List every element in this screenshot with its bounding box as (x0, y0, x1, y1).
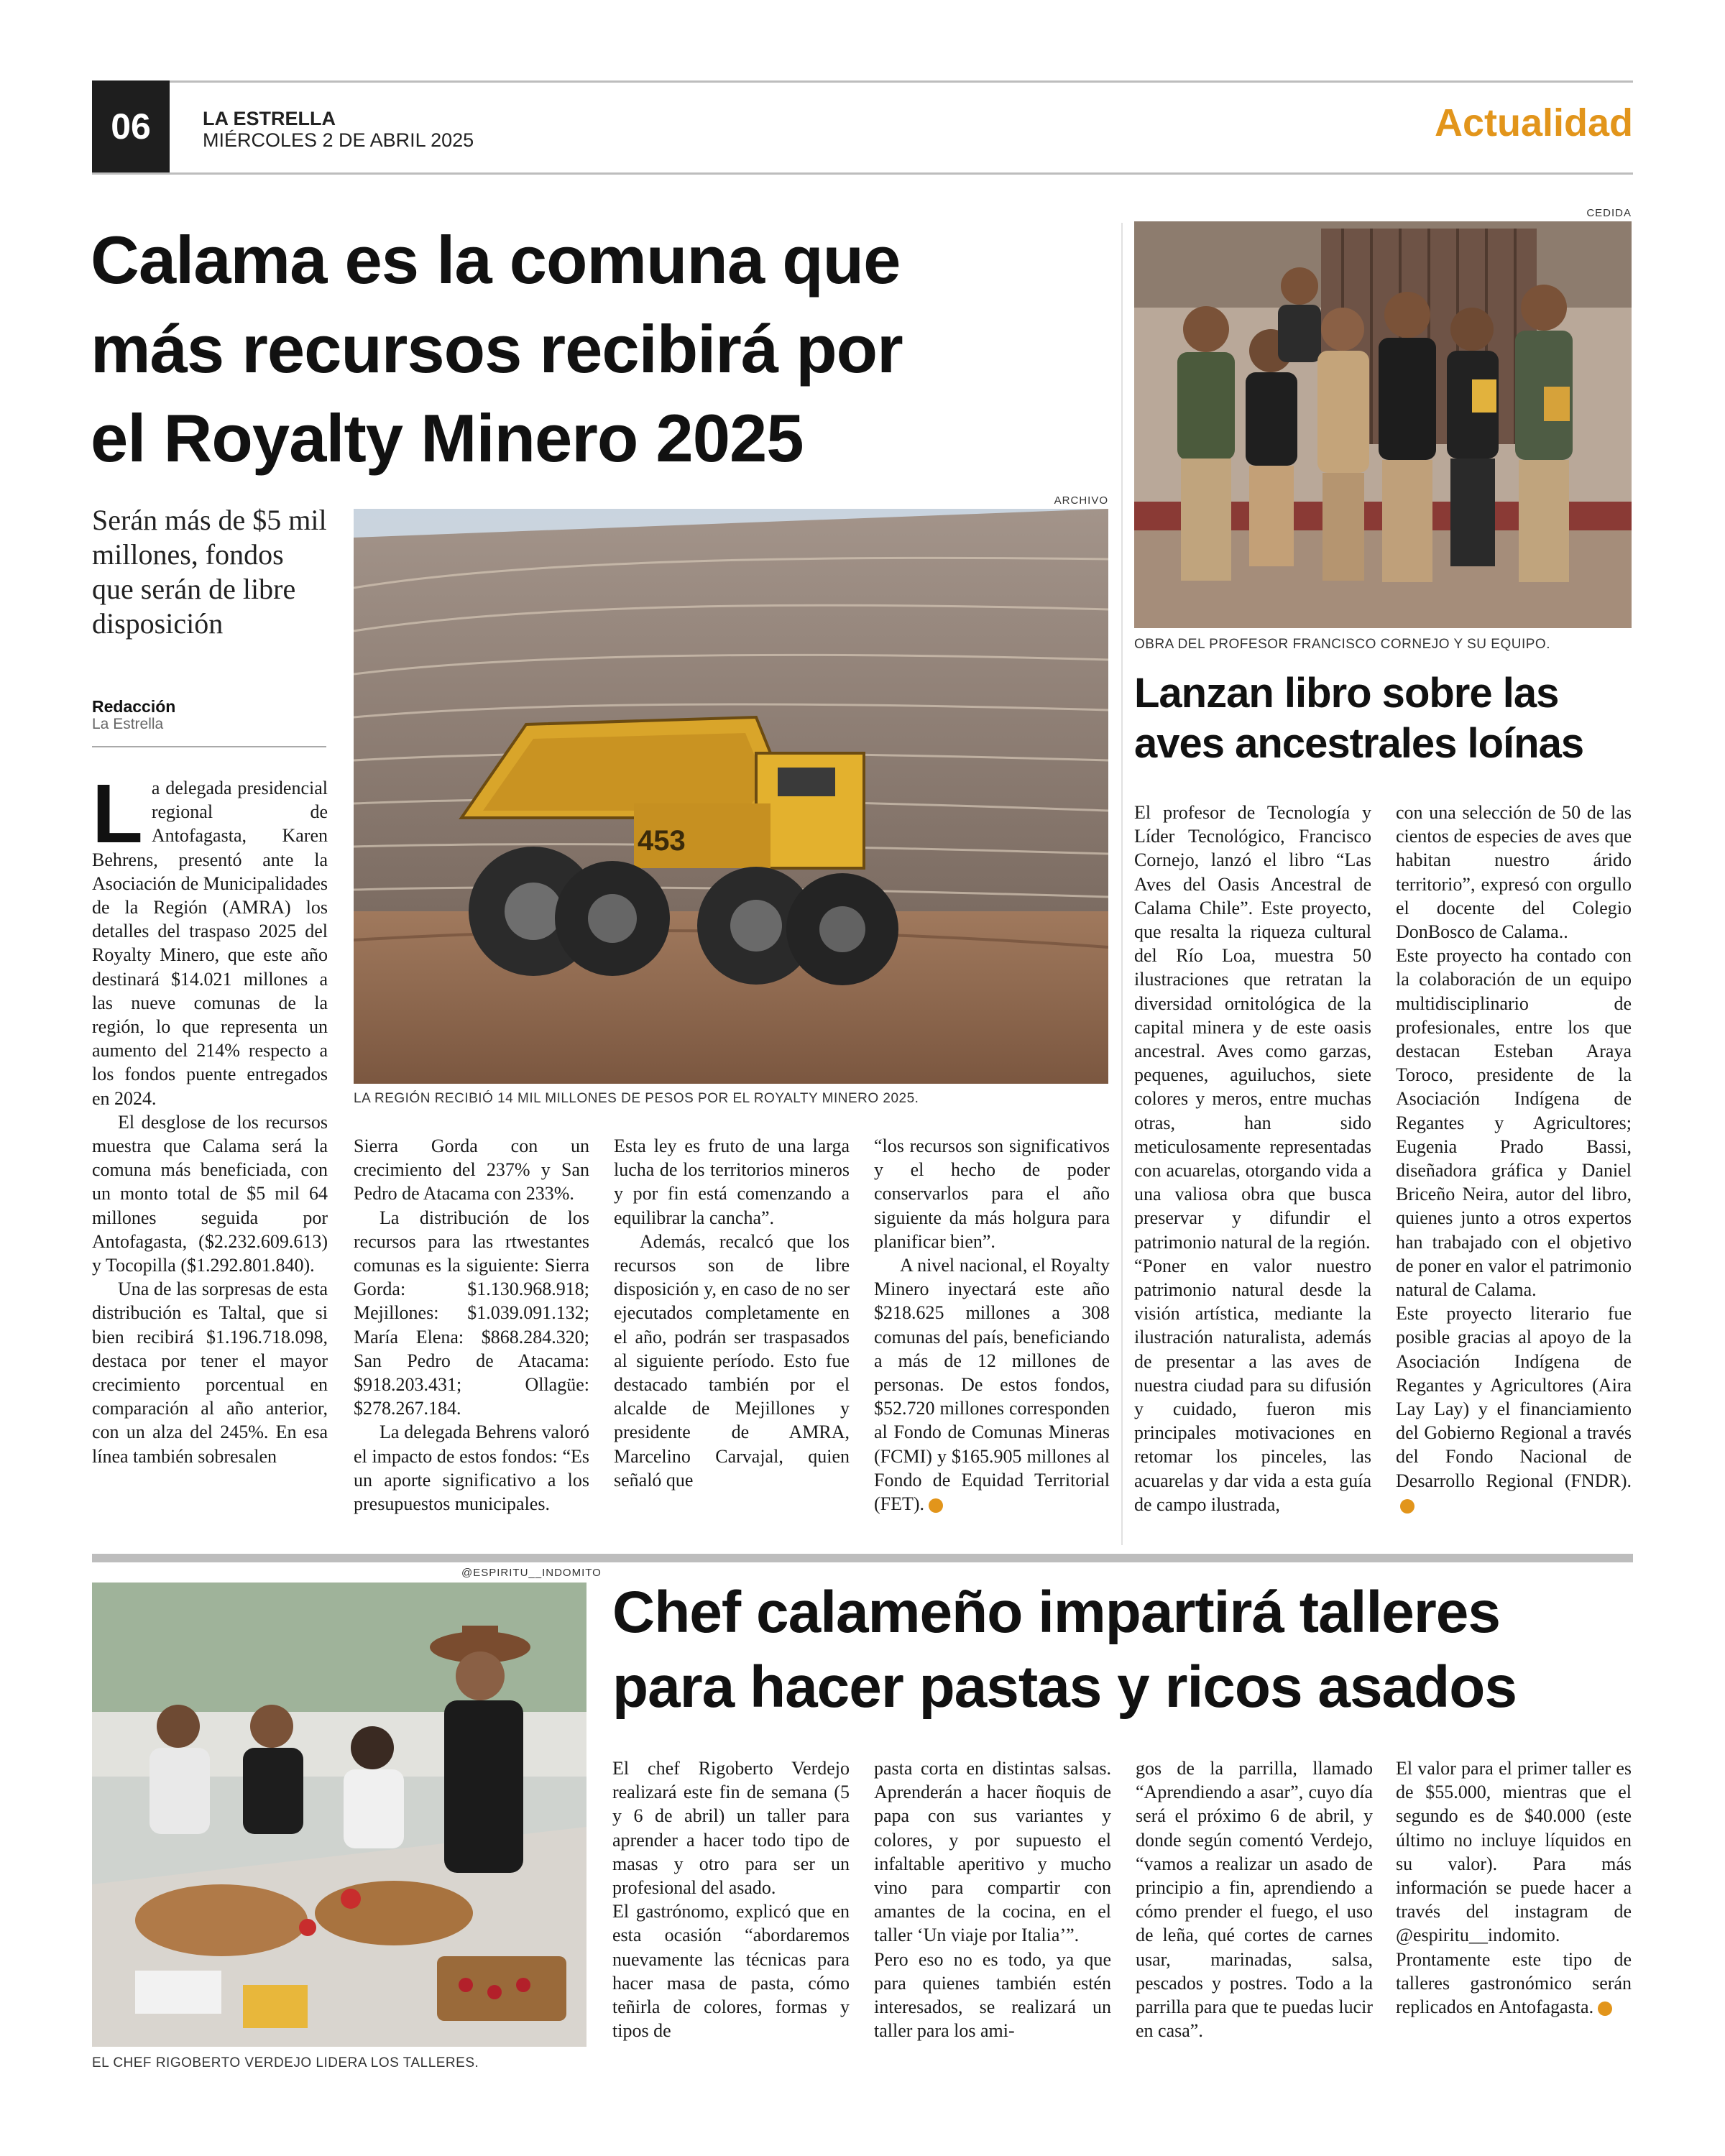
article2-col2-p1: con una selección de 50 de las cientos de especies de aves que habitan nuestro árido territorio”, expresó con orgullo el docente del Colegio DonBosco de Calama.. (1396, 802, 1632, 943)
article1-headline-line1: Calama es la comuna que (91, 222, 901, 298)
article1-col3-p2: Además, recalcó que los recursos son de libre disposición y, en caso de no ser ejecutados completamente en el año, podrán ser traspasados al siguiente período. Esto fue destacado también por el alcalde de Mejillones y presidente de AMRA, Marcelino Carvajal, quien señaló que (614, 1230, 850, 1491)
section-name: Actualidad (1434, 101, 1633, 144)
article1-col4-p2-text: A nivel nacional, el Royalty Minero inyectará este año $218.625 millones a 308 comunas del país, beneficiando a más de 12 millones de personas. De estos fondos, $52.720 millones corresponden al Fondo de Comunas Mineras (FCMI) y $165.905 millones al Fondo de Equidad Territorial (FET). (874, 1255, 1110, 1515)
byline-source: La Estrella (92, 716, 164, 732)
article1-photo-credit: ARCHIVO (1054, 494, 1108, 507)
article3-headline-line1: Chef calameño impartirá talleres (612, 1580, 1500, 1645)
article1-photo-caption: LA REGIÓN RECIBIÓ 14 MIL MILLONES DE PESOS POR EL ROYALTY MINERO 2025. (354, 1091, 919, 1106)
article1-col4-p1: “los recursos son significativos y el hecho de poder conservarlos para el año siguiente da más holgura para planificar bien”. (874, 1135, 1110, 1252)
truck-number: 453 (638, 825, 686, 857)
article3-col1-p2: El gastrónomo, explicó que en esta ocasión “abordaremos nuevamente las técnicas para hacer masa de pasta, cómo teñirla de colores, formas y tipos de (612, 1901, 850, 2042)
article2-photo-credit: CEDIDA (1586, 207, 1632, 219)
article2-photo-caption: OBRA DEL PROFESOR FRANCISCO CORNEJO Y SU EQUIPO. (1134, 637, 1550, 652)
byline-rule (92, 746, 326, 747)
mining-truck-photo (354, 509, 1108, 1084)
article1-col1-p3: Una de las sorpresas de esta distribución es Taltal, que si bien recibirá $1.196.718.098, destaca por tener el mayor crecimiento porcentual en comparación al año anterior, con un alza del 245%. En esa línea también sobresalen (92, 1279, 328, 1467)
article1-deck: Serán más de $5 mil millones, fondos que serán de libre disposición (92, 504, 327, 640)
article3-col4-p2 (1396, 1948, 1632, 2019)
article3-headline-line2: para hacer pastas y ricos asados (612, 1654, 1517, 1720)
article1-col2 (354, 1134, 589, 1516)
end-mark-icon (929, 1498, 943, 1513)
article2-col2-p3 (1396, 1302, 1632, 1516)
article3-col4-p2-text: Prontamente este tipo de talleres gastronómico serán replicados en Antofagasta. (1396, 1948, 1632, 2018)
article1-byline (92, 697, 329, 733)
article3-headline (612, 1575, 1640, 1725)
article3-col4-p1: El valor para el primer taller es de $55.000, mientras que el segundo es de $40.000 (este último no incluye líquidos en su valor). Para más información se puede hacer a través del instagram de @espiritu__indomito. (1396, 1758, 1632, 1946)
article3-photo-caption: EL CHEF RIGOBERTO VERDEJO LIDERA LOS TALLERES. (92, 2055, 479, 2070)
article3-col1-p1: El chef Rigoberto Verdejo realizará este fin de semana (5 y 6 de abril) un taller para aprender a hacer todo tipo de masas y otro para ser un profesional del asado. (612, 1758, 850, 1899)
article1-col2-p2: La distribución de los recursos para las rtwestantes comunas es la siguiente: Sierra Gorda: $1.130.968.918; Mejillones: $1.039.091.132; María Elena: $868.284.320; San Pedro de Atacama: $918.203.431; Ollagüe: $278.267.184. (354, 1207, 589, 1419)
article2-col2-p3-text: Este proyecto literario fue posible gracias al apoyo de la Asociación Indígena de Regantes y Agricultores (Aira Lay Lay) y el financiamiento del Gobierno Regional a través del Fondo Nacional de Desarrollo Regional (FNDR). (1396, 1303, 1632, 1491)
article1-col1 (92, 767, 328, 1468)
article1-col1-p1: a delegada presidencial regional de Antofagasta, Karen Behrens, presentó ante la Asociación de Municipalidades de la Región (AMRA) los detalles del traspaso 2025 del Royalty Minero, que este año destinará $14.021 millones a las nueve comunas de la región, lo que representa un aumento del 214% respecto a los fondos puente entregados en 2024. (92, 778, 328, 1109)
column-divider (1121, 223, 1123, 1545)
article1-headline-line2: más recursos recibirá por (91, 311, 903, 387)
header-top-rule (92, 80, 1633, 83)
byline-name: Redacción (92, 697, 176, 716)
article1-col3-p1: Esta ley es fruto de una larga lucha de los territorios mineros y por fin está comenzando a equilibrar la cancha”. (614, 1135, 850, 1228)
lower-section-rule (92, 1554, 1633, 1562)
article1-col3 (614, 1134, 850, 1492)
article1-headline-line3: el Royalty Minero 2025 (91, 400, 804, 476)
chef-workshop-photo (92, 1583, 586, 2047)
drop-cap: L (92, 767, 143, 860)
article1-col4 (874, 1134, 1110, 1516)
article1-headline (91, 216, 1111, 483)
article2-col1 (1134, 801, 1371, 1516)
article1-col2-p1: Sierra Gorda con un crecimiento del 237% y San Pedro de Atacama con 233%. (354, 1135, 589, 1204)
book-team-photo (1134, 221, 1632, 628)
article3-col3-p1: gos de la parrilla, llamado “Aprendiendo a asar”, cuyo día será el próximo 6 de abril, y donde según comentó Verdejo, “vamos a realizar un asado de principio a fin, aprendiendo a cómo prender el fuego, el uso de leña, qué cortes de carnes usar, marinadas, salsa, pescados y postres. Todo a la parrilla para que te puedas lucir en casa”. (1136, 1758, 1373, 2042)
article2-headline (1134, 668, 1637, 769)
end-mark-icon (1400, 1499, 1414, 1514)
article2-col1-p1: El profesor de Tecnología y Líder Tecnológico, Francisco Cornejo, lanzó el libro “Las Aves del Oasis Ancestral de Calama Chile”. Este proyecto, que resalta la riqueza cultural del Río Loa, muestra 50 ilustraciones que retratan la diversidad ornitológica de la capital minera y de este oasis ancestral. Aves como garzas, pequenes, aguiluchos, siete colores y meros, entre muchas otras, han sido meticulosamente representadas con acuarelas, otorgando vida a una valiosa obra que busca preservar y difundir el patrimonio natural de la región. (1134, 802, 1371, 1253)
article3-col2-p1: pasta corta en distintas salsas. Aprenderán a hacer ñoquis de papa con sus variantes y colores, y por supuesto el infaltable aperitivo y mucho vino para compartir con amantes de la cocina, en el taller ‘Un viaje por Italia’”. (874, 1758, 1111, 1946)
page-number: 06 (92, 80, 170, 172)
article2-col2 (1396, 801, 1632, 1516)
article1-col1-p2: El desglose de los recursos muestra que Calama será la comuna más beneficiada, con un monto total de $5 mil 64 millones seguida por Antofagasta, ($2.232.609.613) y Tocopilla ($1.292.801.840). (92, 1111, 328, 1276)
header-bottom-rule (92, 172, 1633, 175)
article2-headline-line2: aves ancestrales loínas (1134, 720, 1584, 767)
article3-col1 (612, 1756, 850, 2042)
article3-col2-p2: Pero eso no es todo, ya que para quienes también estén interesados, se realizará un taller para los ami- (874, 1948, 1111, 2042)
issue-date: MIÉRCOLES 2 DE ABRIL 2025 (203, 129, 474, 151)
article2-col1-p2: “Poner en valor nuestro patrimonio natural desde la visión artística, mediante la ilustración naturalista, además de presentar a las aves de nuestra ciudad para su difusión y cuidado, fueron mis principales motivaciones en retomar los pinceles, las acuarelas y dar vida a esta guía de campo ilustrada, (1134, 1255, 1371, 1515)
mining-truck-illustration (354, 509, 1108, 1084)
team-photo-illustration (1134, 221, 1632, 628)
article2-col2-p2: Este proyecto ha contado con la colaboración de un equipo multidisciplinario de profesionales, entre los que destacan Esteban Araya Toroco, presidente de la Asociación Indígena de Regantes y Agricultores; Eugenia Prado Bassi, diseñadora gráfica y Daniel Briceño Neira, autor del libro, quienes junto a otros expertos han trabajado con el objetivo de poner en valor el patrimonio natural de Calama. (1396, 945, 1632, 1301)
paper-info (203, 108, 474, 151)
paper-name: LA ESTRELLA (203, 108, 336, 129)
chef-photo-illustration (92, 1583, 586, 2047)
article3-photo-credit: @ESPIRITU__INDOMITO (461, 1567, 602, 1579)
article1-col4-p2 (874, 1253, 1110, 1516)
article3-col2 (874, 1756, 1111, 2042)
article1-col2-p3: La delegada Behrens valoró el impacto de estos fondos: “Es un aporte significativo a los presupuestos municipales. (354, 1422, 589, 1515)
article3-col3 (1136, 1756, 1373, 2042)
article2-headline-line1: Lanzan libro sobre las (1134, 670, 1559, 717)
end-mark-icon (1598, 2001, 1612, 2016)
article3-col4 (1396, 1756, 1632, 2019)
